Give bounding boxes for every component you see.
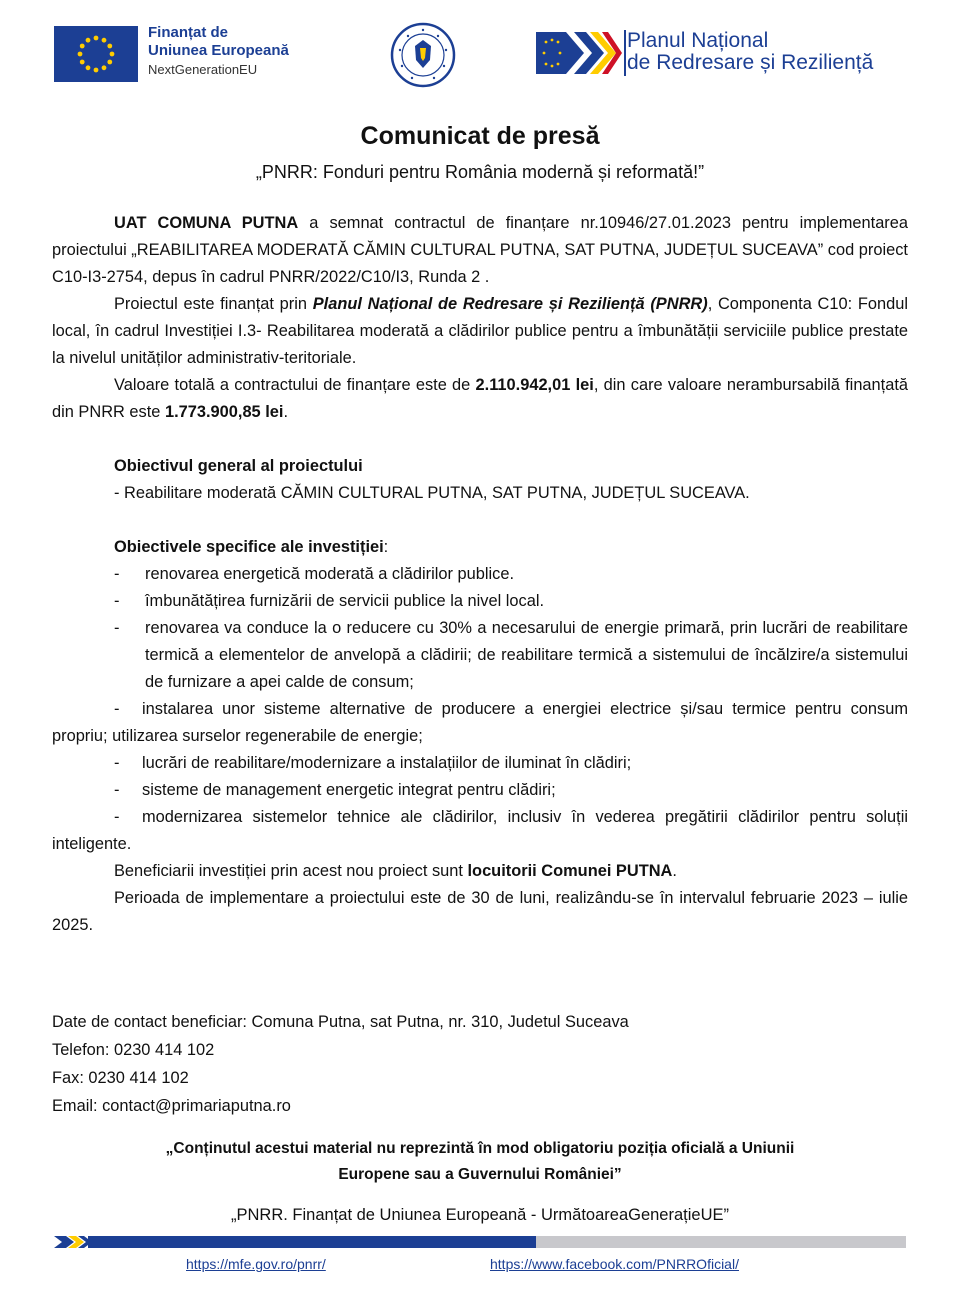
funding-lead: Proiectul este finanțat prin — [114, 295, 313, 313]
beneficiaries-end: . — [672, 862, 677, 880]
page-title: Comunicat de presă — [360, 122, 600, 150]
eu-funding-label — [148, 24, 289, 79]
contact-phone: Telefon: 0230 414 102 — [52, 1041, 215, 1059]
pnrr-label-line1: Planul Național — [627, 29, 769, 52]
footer-bar-blue — [88, 1236, 536, 1248]
pnrr-program-name: Planul Național de Redresare și Reziliență (PNRR) — [312, 295, 708, 313]
pnrr-label — [627, 30, 873, 74]
list-item — [52, 696, 908, 750]
contact-block — [52, 1008, 629, 1120]
specific-objectives-title-text: Obiectivele specifice ale investiției — [114, 538, 384, 556]
footer-color-bar — [54, 1234, 906, 1248]
list-item-text: îmbunătățirea furnizării de servicii publice la nivel local. — [145, 592, 545, 610]
paragraph-beneficiaries — [52, 858, 908, 885]
list-dash: - — [114, 565, 120, 583]
spacer — [52, 507, 908, 534]
list-dash: - — [114, 592, 120, 610]
paragraph-period: Perioada de implementare a proiectului este de 30 de luni, realizându-se în intervalul februarie 2023 – iulie 2025. — [52, 889, 908, 934]
list-item — [52, 777, 908, 804]
list-dash: - — [114, 808, 120, 826]
grant-value: 1.773.900,85 lei — [164, 403, 284, 421]
list-item-text: renovarea energetică moderată a clădirilor publice. — [145, 565, 514, 583]
value-lead: Valoare totală a contractului de finanțare este de — [114, 376, 476, 394]
contract-text: a semnat contractul de finanțare nr.10946/27.01.2023 pentru implementarea proiectului „REABILITAREA MODERATĂ CĂMIN CULTURAL PUTNA, SAT PUTNA, JUDEȚUL SUCEAVA” cod proiect C10-I3-2754, depus în cadrul PNRR/2022/C10/I3, Runda 2 . — [52, 214, 908, 286]
contact-address: Date de contact beneficiar: Comuna Putna, sat Putna, nr. 310, Judetul Suceava — [52, 1013, 629, 1031]
beneficiaries-name: locuitorii Comunei PUTNA — [467, 862, 673, 880]
mfe-link[interactable]: https://mfe.gov.ro/pnrr/ — [186, 1256, 326, 1272]
spacer — [52, 426, 908, 453]
government-seal-icon — [390, 22, 456, 88]
list-dash: - — [114, 754, 120, 772]
list-item-text: instalarea unor sisteme alternative de producere a energiei electrice și/sau termice pentru consum propriu; utilizarea surselor regenerabile de energie; — [52, 700, 908, 745]
eu-label-line3: NextGenerationEU — [148, 62, 258, 77]
specific-objectives-list — [52, 561, 908, 858]
paragraph-contract — [52, 210, 908, 291]
list-item-text: lucrări de reabilitare/modernizare a instalațiilor de iluminat în clădiri; — [142, 754, 632, 772]
disclaimer — [60, 1136, 900, 1188]
eu-flag-icon — [54, 26, 138, 82]
general-objective-title: Obiectivul general al proiectului — [114, 457, 363, 475]
list-dash: - — [114, 781, 120, 799]
list-item-text: renovarea va conduce la o reducere cu 30% a necesarului de energie primară, prin lucrări de reabilitare termică a elementelor de anvelopă a clădirii; de reabilitare termică a sistemului de încălzire/a sistemului de furnizare a apei calde de consum; — [145, 619, 908, 691]
list-dash: - — [114, 700, 120, 718]
list-item — [52, 561, 908, 588]
list-item — [52, 804, 908, 858]
header-logos — [0, 0, 960, 100]
list-item-text: modernizarea sistemelor tehnice ale clădirilor, inclusiv în vederea pregătirii clădirilor pentru soluții inteligente. — [52, 808, 908, 853]
total-value: 2.110.942,01 lei — [475, 376, 594, 394]
contact-fax: Fax: 0230 414 102 — [52, 1069, 189, 1087]
beneficiaries-lead: Beneficiarii investiției prin acest nou proiect sunt — [114, 862, 468, 880]
disclaimer-line1: „Conținutul acestui material nu reprezintă în mod obligatoriu poziția oficială a Uniunii — [165, 1140, 795, 1157]
press-release-body — [52, 210, 908, 939]
list-dash: - — [114, 619, 120, 637]
funding-text: , Componenta C10: Fondul local, în cadrul Investiției I.3- Reabilitarea moderată a clădirilor publice pentru a îmbunătății serviciile publice prestate la nivelul unităților administrativ-teritoriale. — [52, 295, 908, 367]
footer-bar-grey — [536, 1236, 906, 1248]
value-mid: , din care valoare nerambursabilă finanțată din PNRR este — [52, 376, 909, 421]
page-subtitle: „PNRR: Fonduri pentru România modernă și reformată!” — [255, 162, 705, 182]
disclaimer-line2: Europene sau a Guvernului României” — [338, 1166, 622, 1183]
pnrr-logo-icon — [536, 28, 622, 78]
value-end: . — [283, 403, 289, 421]
list-item — [52, 615, 908, 696]
pnrr-label-line2: de Redresare și Reziliență — [627, 51, 874, 74]
footer-slogan: „PNRR. Finanțat de Uniunea Europeană - UrmătoareaGenerațieUE” — [231, 1206, 729, 1224]
general-objective-text: - Reabilitare moderată CĂMIN CULTURAL PUTNA, SAT PUTNA, JUDEȚUL SUCEAVA. — [114, 484, 750, 502]
pnrr-divider — [624, 30, 626, 76]
paragraph-value — [52, 372, 908, 426]
eu-label-line2: Uniunea Europeană — [148, 42, 289, 59]
contact-email: Email: contact@primariaputna.ro — [52, 1097, 291, 1115]
specific-objectives-title — [114, 534, 908, 561]
beneficiary-name: UAT COMUNA PUTNA — [114, 214, 299, 232]
list-item — [52, 750, 908, 777]
list-item-text: sisteme de management energetic integrat pentru clădiri; — [142, 781, 556, 799]
paragraph-funding — [52, 291, 908, 372]
facebook-link[interactable]: https://www.facebook.com/PNRROficial/ — [490, 1256, 739, 1272]
specific-objectives-colon: : — [383, 538, 389, 556]
eu-label-line1: Finanțat de — [148, 24, 229, 41]
list-item — [52, 588, 908, 615]
